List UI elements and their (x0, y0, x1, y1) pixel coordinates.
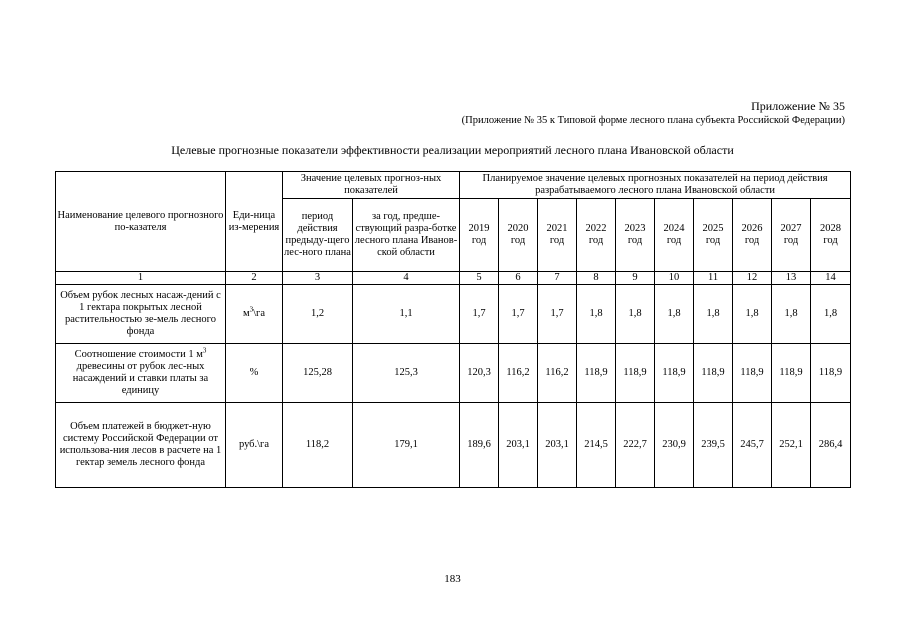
row-value: 189,6 (460, 403, 499, 488)
header-year-2020 (499, 199, 538, 272)
row-name-part: Соотношение стоимости 1 м (74, 349, 203, 360)
column-number: 6 (499, 272, 538, 285)
header-year-2022 (577, 199, 616, 272)
year-suffix: год (510, 235, 526, 246)
unit-main: м (242, 308, 250, 319)
column-number: 8 (577, 272, 616, 285)
year-suffix: год (823, 235, 838, 246)
column-number: 10 (655, 272, 694, 285)
unit-rest: \га (253, 308, 266, 319)
row-value: 239,5 (694, 403, 733, 488)
year-label: 2026 (741, 223, 763, 234)
appendix-subtitle: (Приложение № 35 к Типовой форме лесного плана субъекта Российской Федерации) (461, 115, 845, 126)
header-year-2027 (772, 199, 811, 272)
column-number: 13 (772, 272, 811, 285)
year-suffix: год (744, 235, 760, 246)
row-value: 1,7 (460, 285, 499, 344)
header-year-2024 (655, 199, 694, 272)
column-number-row (56, 272, 851, 285)
header-year-2023 (616, 199, 655, 272)
row-value: 118,9 (655, 344, 694, 403)
appendix-title: Приложение № 35 (751, 99, 845, 113)
row-value: 1,8 (655, 285, 694, 344)
row-name: Объем рубок лесных насаж-дений с 1 гектара покрытых лесной растительностью зе-мель лесного фонда (56, 285, 226, 344)
row-value: 116,2 (499, 344, 538, 403)
row-name (56, 344, 226, 403)
year-label: 2025 (702, 223, 724, 234)
row-value: 118,9 (811, 344, 851, 403)
column-number: 7 (538, 272, 577, 285)
year-label: 2024 (663, 223, 685, 234)
year-suffix: год (705, 235, 721, 246)
header-year-2026 (733, 199, 772, 272)
row-value: 116,2 (538, 344, 577, 403)
year-label: 2023 (624, 223, 646, 234)
header-prev-period: период действия предыду-щего лес-ного плана (283, 199, 353, 272)
column-number: 2 (226, 272, 283, 285)
row-value: 120,3 (460, 344, 499, 403)
year-label: 2028 (820, 223, 842, 234)
header-year-2028 (811, 199, 851, 272)
year-label: 2022 (585, 223, 607, 234)
page-number: 183 (444, 573, 461, 585)
document-title: Целевые прогнозные показатели эффективности реализации мероприятий лесного плана Ивановской области (171, 143, 734, 157)
column-number: 11 (694, 272, 733, 285)
row-value: 222,7 (616, 403, 655, 488)
row-name-superscript: 3 (202, 346, 207, 355)
row-value: 245,7 (733, 403, 772, 488)
year-suffix: год (549, 235, 565, 246)
row-value: 1,8 (811, 285, 851, 344)
row-value: 1,8 (694, 285, 733, 344)
row-year-before: 179,1 (353, 403, 460, 488)
column-number: 9 (616, 272, 655, 285)
year-suffix: год (588, 235, 604, 246)
year-suffix: год (471, 235, 487, 246)
row-prev-period: 1,2 (283, 285, 353, 344)
column-number: 4 (353, 272, 460, 285)
year-suffix: год (783, 235, 799, 246)
row-value: 203,1 (538, 403, 577, 488)
header-year-2025 (694, 199, 733, 272)
row-value: 118,9 (616, 344, 655, 403)
row-value: 1,7 (499, 285, 538, 344)
table-row (56, 344, 851, 403)
header-year-2021 (538, 199, 577, 272)
header-year-before: за год, предше-ствующий разра-ботке лесного плана Иванов-ской области (353, 199, 460, 272)
table-row (56, 403, 851, 488)
indicators-table (55, 171, 851, 488)
row-unit: руб.\га (226, 403, 283, 488)
row-value: 118,9 (733, 344, 772, 403)
year-label: 2021 (546, 223, 568, 234)
row-unit (226, 285, 283, 344)
unit-superscript: 3 (249, 305, 254, 314)
column-number: 12 (733, 272, 772, 285)
year-label: 2019 (468, 223, 490, 234)
header-planned-group: Планируемое значение целевых прогнозных показателей на период действия разрабатываемого лесного плана Ивановской области (460, 172, 851, 199)
row-value: 118,9 (694, 344, 733, 403)
row-value: 118,9 (772, 344, 811, 403)
row-value: 1,8 (733, 285, 772, 344)
table-row (56, 285, 851, 344)
year-label: 2027 (780, 223, 802, 234)
row-value: 252,1 (772, 403, 811, 488)
header-unit: Еди-ница из-мерения (226, 172, 283, 272)
row-unit: % (226, 344, 283, 403)
row-value: 118,9 (577, 344, 616, 403)
header-name: Наименование целевого прогнозного по-казателя (56, 172, 226, 272)
row-name: Объем платежей в бюджет-ную систему Российской Федерации от использова-ния лесов в расчете на 1 гектар земель лесного фонда (56, 403, 226, 488)
row-value: 1,7 (538, 285, 577, 344)
column-number: 1 (56, 272, 226, 285)
row-prev-period: 125,28 (283, 344, 353, 403)
row-prev-period: 118,2 (283, 403, 353, 488)
row-year-before: 1,1 (353, 285, 460, 344)
row-value: 286,4 (811, 403, 851, 488)
row-value: 1,8 (772, 285, 811, 344)
row-value: 230,9 (655, 403, 694, 488)
column-number: 5 (460, 272, 499, 285)
header-target-group: Значение целевых прогноз-ных показателей (283, 172, 460, 199)
column-number: 3 (283, 272, 353, 285)
row-value: 1,8 (577, 285, 616, 344)
year-label: 2020 (507, 223, 529, 234)
header-row-1 (56, 172, 851, 199)
row-year-before: 125,3 (353, 344, 460, 403)
row-value: 203,1 (499, 403, 538, 488)
year-suffix: год (666, 235, 682, 246)
row-value: 1,8 (616, 285, 655, 344)
header-year-2019 (460, 199, 499, 272)
year-suffix: год (627, 235, 643, 246)
column-number: 14 (811, 272, 851, 285)
row-name-part: древесины от рубок лес-ных насаждений и ставки платы за единицу (72, 361, 209, 396)
row-value: 214,5 (577, 403, 616, 488)
